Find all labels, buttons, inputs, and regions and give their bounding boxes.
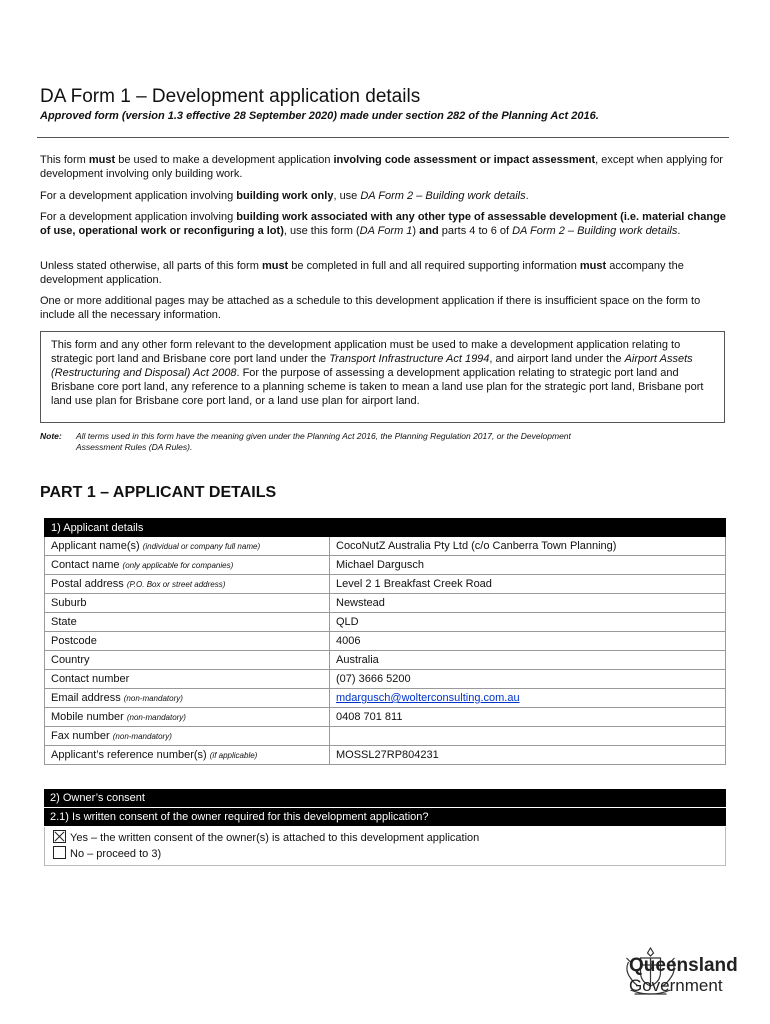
table-row: Postcode 4006 xyxy=(45,632,726,651)
applicant-details-header: 1) Applicant details xyxy=(45,519,726,537)
owners-consent-header: 2) Owner’s consent xyxy=(44,789,726,808)
country-field[interactable]: Australia xyxy=(330,651,726,670)
table-row: Suburb Newstead xyxy=(45,594,726,613)
contact-number-field[interactable]: (07) 3666 5200 xyxy=(330,670,726,689)
table-row: Contact name (only applicable for companies) Michael Dargusch xyxy=(45,556,726,575)
page-title: DA Form 1 – Development application details xyxy=(40,86,421,107)
intro-paragraph-1: This form must be used to make a development application involving code assessment or impact assessment, except when applying for development involving only building work. xyxy=(40,154,723,180)
table-row: Fax number (non-mandatory) xyxy=(45,727,726,746)
port-land-notice-text: This form and any other form relevant to the development application must be used to make a development application relating to strategic port land and Brisbane core port land under the Transport Infrastructure Act 1994, and airport land under the Airport Assets (Restructuring and Disposal) Act 2008. For the purpose of assessing a development application relating to strategic port land and Brisbane core port land, any reference to a planning scheme is taken to mean a land use plan for the strategic port land, Brisbane port land use plan for Brisbane core port land, or a land use plan for airport land. xyxy=(51,339,704,407)
suburb-field[interactable]: Newstead xyxy=(330,594,726,613)
intro-paragraph-5: One or more additional pages may be attached as a schedule to this development application if there is insufficient space on the form to include all the necessary information. xyxy=(40,295,701,321)
consent-no-checkbox[interactable] xyxy=(53,846,66,859)
intro-paragraph-4: Unless stated otherwise, all parts of this form must be completed in full and all required supporting information must accompany the development application. xyxy=(40,260,684,286)
port-land-notice-box xyxy=(40,331,725,423)
contact-name-field[interactable]: Michael Dargusch xyxy=(330,556,726,575)
applicant-details-table xyxy=(44,518,726,765)
email-link[interactable]: mdargusch@wolterconsulting.com.au xyxy=(336,692,520,704)
consent-yes-option[interactable]: Yes – the written consent of the owner(s) is attached to this development application xyxy=(53,830,725,846)
fax-number-field[interactable] xyxy=(330,727,726,746)
table-row: Email address (non-mandatory) mdargusch@wolterconsulting.com.au xyxy=(45,689,726,708)
table-row: Mobile number (non-mandatory) 0408 701 811 xyxy=(45,708,726,727)
table-row: Contact number (07) 3666 5200 xyxy=(45,670,726,689)
postcode-field[interactable]: 4006 xyxy=(330,632,726,651)
postal-address-field[interactable]: Level 2 1 Breakfast Creek Road xyxy=(330,575,726,594)
logo-subtitle: Government xyxy=(629,976,723,995)
table-row: Applicant’s reference number(s) (if applicable) MOSSL27RP804231 xyxy=(45,746,726,765)
owners-consent-question: 2.1) Is written consent of the owner required for this development application? xyxy=(44,808,726,827)
table-row: State QLD xyxy=(45,613,726,632)
header-divider xyxy=(37,137,729,138)
state-field[interactable]: QLD xyxy=(330,613,726,632)
intro-paragraph-2: For a development application involving building work only, use DA Form 2 – Building work details. xyxy=(40,190,529,202)
consent-yes-checkbox[interactable] xyxy=(53,830,66,843)
applicant-name-field[interactable]: CocoNutZ Australia Pty Ltd (c/o Canberra Town Planning) xyxy=(330,537,726,556)
table-row: Postal address (P.O. Box or street address) Level 2 1 Breakfast Creek Road xyxy=(45,575,726,594)
page-subtitle: Approved form (version 1.3 effective 28 September 2020) made under section 282 of the Planning Act 2016. xyxy=(40,110,599,122)
owners-consent-section xyxy=(44,789,726,866)
consent-no-option[interactable]: No – proceed to 3) xyxy=(53,846,725,862)
table-row: Applicant name(s) (individual or company full name) CocoNutZ Australia Pty Ltd (c/o Canberra Town Planning) xyxy=(45,537,726,556)
intro-paragraph-3: For a development application involving building work associated with any other type of assessable development (i.e. material change of use, operational work or reconfiguring a lot), use this form (DA Form 1) and parts 4 to 6 of DA Form 2 – Building work details. xyxy=(40,211,726,237)
terms-note: Note: All terms used in this form have the meaning given under the Planning Act 2016, the Planning Regulation 2017, or the Development Assessment Rules (DA Rules). xyxy=(40,431,571,452)
owners-consent-options xyxy=(44,827,726,866)
part-1-heading: PART 1 – APPLICANT DETAILS xyxy=(40,484,277,501)
email-field[interactable] xyxy=(330,689,726,708)
table-row: Country Australia xyxy=(45,651,726,670)
mobile-number-field[interactable]: 0408 701 811 xyxy=(330,708,726,727)
reference-number-field[interactable]: MOSSL27RP804231 xyxy=(330,746,726,765)
logo-wordmark: Queensland xyxy=(629,955,738,976)
